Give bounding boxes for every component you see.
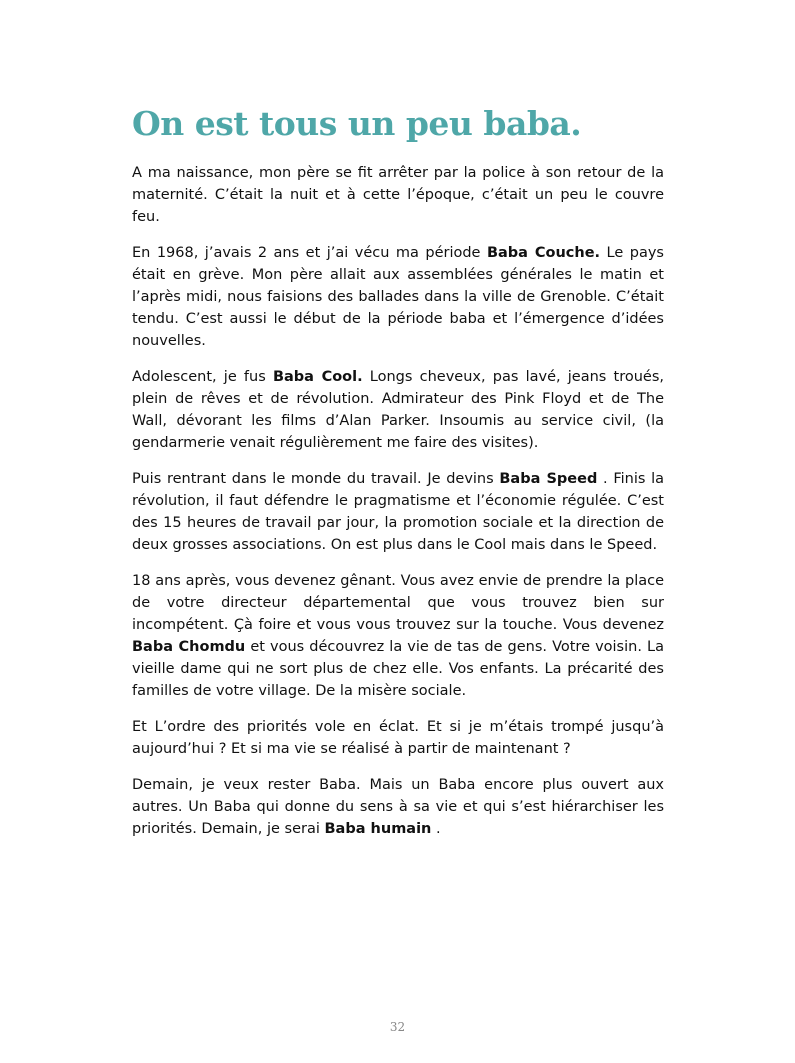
paragraph-text-before: En 1968, j’avais 2 ans et j’ai vécu ma période (132, 245, 487, 261)
bold-term: Baba Chomdu (132, 639, 246, 655)
paragraph-text-after: Le pays était en grève. Mon père allait aux assemblées générales le matin et l’après midi, nous faisions des ballades dans la ville de Grenoble. C’était tendu. C’est aussi le début de la période baba et l’émergence d’idées nouvelles. (132, 245, 664, 349)
paragraph-priorities (132, 716, 664, 760)
body-text (132, 162, 664, 854)
paragraph-text: Et L’ordre des priorités vole en éclat. Et si je m’étais trompé jusqu’à aujourd’hui ? Et si ma vie se réalisé à partir de maintenant ? (132, 719, 664, 757)
bold-term: Baba Couche. (486, 245, 601, 261)
paragraph-baba-humain (132, 774, 664, 840)
page-title: On est tous un peu baba. (132, 104, 582, 143)
paragraph-text: A ma naissance, mon père se fit arrêter par la police à son retour de la maternité. C’était la nuit et à cette l’époque, c’était un peu le couvre feu. (132, 165, 664, 225)
paragraph-baba-cool (132, 366, 664, 454)
paragraph-text-before: Adolescent, je fus (132, 369, 273, 385)
bold-term: Baba humain (324, 821, 432, 837)
paragraph-text-after: et vous découvrez la vie de tas de gens. Votre voisin. La vieille dame qui ne sort plus de chez elle. Vos enfants. La précarité des familles de votre village. De la misère sociale. (132, 639, 664, 699)
paragraph-baba-chomdu (132, 570, 664, 702)
paragraph-text-after: . (431, 821, 441, 837)
bold-term: Baba Cool. (272, 369, 363, 385)
bold-term: Baba Speed (499, 471, 598, 487)
paragraph-text-before: Puis rentrant dans le monde du travail. Je devins (132, 471, 500, 487)
paragraph-text-before: 18 ans après, vous devenez gênant. Vous avez envie de prendre la place de votre directeur départemental que vous trouvez bien sur incompétent. Çà foire et vous vous trouvez sur la touche. Vous devenez (132, 573, 664, 633)
paragraph-text-after: . Finis la révolution, il faut défendre le pragmatisme et l’économie régulée. C’est des 15 heures de travail par jour, la promotion sociale et la direction de deux grosses associations. On est plus dans le Cool mais dans le Speed. (132, 471, 665, 553)
paragraph-text-after: Longs cheveux, pas lavé, jeans troués, plein de rêves et de révolution. Admirateur des Pink Floyd et de The Wall, dévorant les films d’Alan Parker. Insoumis au service civil, (la gendarmerie venait régulièrement me faire des visites). (132, 369, 665, 451)
paragraph-baba-couche (132, 242, 664, 352)
paragraph-text-before: Demain, je veux rester Baba. Mais un Baba encore plus ouvert aux autres. Un Baba qui donne du sens à sa vie et qui s’est hiérarchiser les priorités. Demain, je serai (132, 777, 664, 837)
paragraph-birth (132, 162, 664, 228)
paragraph-baba-speed (132, 468, 664, 556)
page-number: 32 (389, 1020, 406, 1034)
